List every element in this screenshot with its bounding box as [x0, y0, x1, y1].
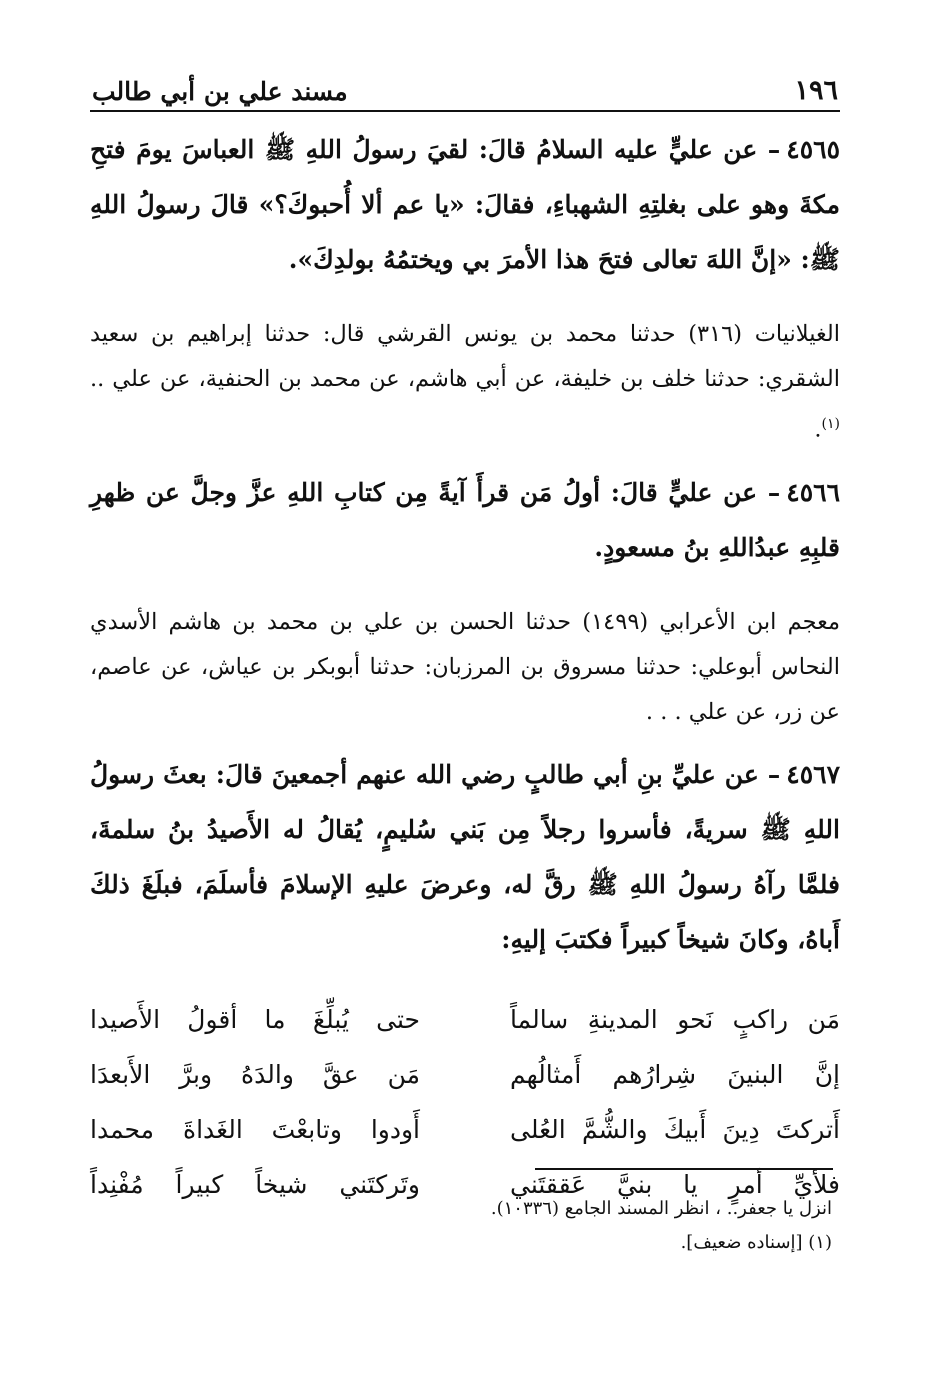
page-header: [90, 70, 840, 112]
verse-second-hemistich: مَن عقَّ والدَهُ وبرَّ الأَبعدَا: [90, 1059, 420, 1089]
footnote-1: (١) [إسناده ضعيف].: [680, 1232, 832, 1253]
hadith-4565: [90, 122, 840, 287]
hadith-source: [90, 600, 840, 735]
hadith-number: ٤٥٦٦: [786, 477, 840, 507]
verse-second-hemistich: وتَركتَني شيخاً كبيراً مُفْنِداً: [90, 1169, 420, 1199]
hadith-4566: [90, 465, 840, 575]
verse-second-hemistich: أَودوا وتابعْتَ الغَداةَ محمدا: [90, 1114, 420, 1144]
hadith-4567: [90, 747, 840, 967]
hadith-number: ٤٥٦٧: [786, 759, 840, 789]
footnote-divider: [535, 1168, 833, 1170]
footnotes: [380, 1192, 832, 1260]
poem-verse: [90, 992, 840, 1047]
verse-first-hemistich: فلأيِّ أمرٍ يا بنيَّ عَققتَني: [510, 1169, 840, 1199]
page-number: ١٩٦: [794, 75, 838, 106]
verse-second-hemistich: حتى يُبلِّغَ ما أقولُ الأَصيدا: [90, 1004, 420, 1034]
hadith-source: [90, 312, 840, 453]
hadith-text: – عن عليٍّ قالَ: أولُ مَن قرأَ آيةً مِن كتابِ اللهِ عزَّ وجلَّ عن ظهرِ قلبِهِ عبدُاللهِ بنُ مسعودٍ.: [90, 477, 840, 562]
poem: [90, 992, 840, 1212]
poem-verse: [90, 1102, 840, 1157]
footnote-reference[interactable]: (١): [821, 416, 840, 432]
source-text: معجم ابن الأعرابي (١٤٩٩) حدثنا الحسن بن علي بن محمد بن هاشم الأسدي النحاس أبوعلي: حدثنا مسروق بن المرزبان: حدثنا أبوبكر بن عياش، عن عاصم، عن زر، عن علي . . .: [90, 608, 840, 725]
hadith-text: – عن عليِّ بنِ أبي طالبٍ رضي الله عنهم أجمعينَ قالَ: بعثَ رسولُ اللهِ ﷺ سريةً، فأسروا رجلاً مِن بَني سُليمٍ، يُقالُ له الأَصيدُ بنُ سلمةَ، فلمَّا رآهُ رسولُ اللهِ ﷺ رقَّ له، وعرضَ عليهِ الإسلامَ فأسلَمَ، فبلَغَ ذلكَ أَباهُ، وكانَ شيخاً كبيراً فكتبَ إليهِ:: [90, 759, 840, 954]
footnote-continuation: انزل يا جعفر.. ، انظر المسند الجامع (١٠٣٣٦).: [490, 1198, 832, 1219]
hadith-text: – عن عليٍّ عليه السلامُ قالَ: لقيَ رسولُ اللهِ ﷺ العباسَ يومَ فتحِ مكةَ وهو على بغلتِهِ الشهباءِ، فقالَ: «يا عم ألا أُحبوكَ؟» قالَ رسولُ اللهِ ﷺ: «إنَّ اللهَ تعالى فتحَ هذا الأمرَ بي ويختمُهُ بولدِكَ».: [90, 135, 840, 274]
verse-first-hemistich: إنَّ البنينَ شِرارُهم أَمثالُهم: [510, 1059, 840, 1089]
source-end-dot: .: [814, 416, 822, 443]
running-title: مسند علي بن أبي طالب: [92, 77, 348, 106]
source-text: الغيلانيات (٣١٦) حدثنا محمد بن يونس القرشي قال: حدثنا إبراهيم بن سعيد الشقري: حدثنا خلف بن خليفة، عن أبي هاشم، عن محمد بن الحنفية، عن علي ..: [90, 321, 840, 392]
hadith-number: ٤٥٦٥: [786, 135, 840, 164]
verse-first-hemistich: مَن راكبٍ نَحو المدينةِ سالماً: [510, 1004, 840, 1034]
verse-first-hemistich: أَتركتَ دِينَ أَبيكَ والشُّمَّ العُلى: [510, 1114, 840, 1144]
poem-verse: [90, 1047, 840, 1102]
book-page: [90, 70, 840, 1212]
